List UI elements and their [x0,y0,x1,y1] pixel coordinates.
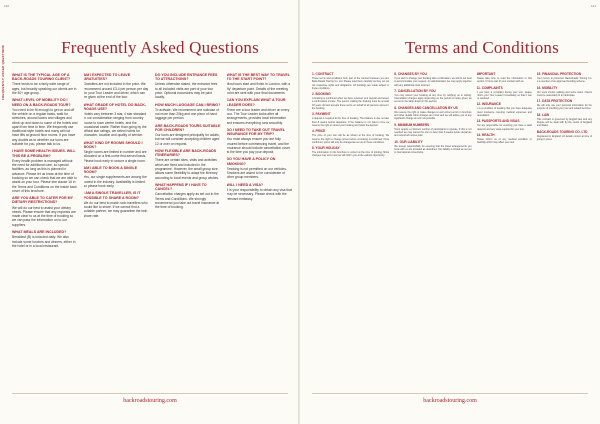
faq-question: WHAT KIND OF ROOMS SHOULD I BOOK? [83,140,143,149]
terms-heading: 3. PAYMENT [312,112,331,117]
faq-answer: To activate, We recommend one suitcase of not more than 20kg and one piece of hand luggage per person. [155,107,219,121]
terms-heading: BACK-ROADS TOURING CO. LTD [536,129,588,134]
faq-question: WHAT MEALS ARE INCLUDED? [12,230,67,235]
faq-answer: There are certain sites, visits and activities which are fixed and included in the programme. However, the small group size allows some flexibility to adapt the itinerary according to local events and group wishes. [155,158,219,180]
terms-heading: 11. COMPLAINTS [476,85,503,90]
terms-heading: 7. CANCELLATION BY YOU [394,88,436,93]
terms-paragraph: You may cancel your booking at any time by notifying us in writing. Cancellation charges apply depending on the period of notice given, as set out in the table shown in this section. [394,93,472,104]
faq-answer: Yes, our single supplements are among the lowest in the industry. Availability is limited so please book early. [83,175,147,189]
side-tab: FREQUENTLY ASKED QUESTIONS [1,45,5,100]
terms-column [537,70,592,400]
faq-question: DO YOU INCLUDE ENTRANCE FEES TO ATTRACTIONS? [155,73,218,82]
terms-paragraph: This contract is governed by English law and any dispute will be dealt with by the courts of England and Wales. [536,117,592,128]
faq-question: AM I ABLE TO BOOK A SINGLE ROOM? [83,166,138,175]
faq-column [155,70,221,400]
faq-question: ARE YOU ABLE TO CATER FOR MY DIETARY RESTRICTIONS? [12,196,73,205]
terms-heading: 9. MINIMUM NUMBERS [394,122,430,127]
title-rule [312,62,588,63]
faq-answer: There tends to be a fairly wide range of ages, but broadly speaking our clients are in the 50+ age group. [12,82,77,95]
footer-rule [312,393,588,394]
faq-answer: Hotels vary between 3 star, 4 star standard in our consideration ranging from country house to town centre hotels, and the occasional castle. Rather than going by the official star ratings, we select hotels for character, location and quality of service. [83,112,147,138]
right-footer[interactable]: backroadstouring.com [423,398,477,404]
terms-heading: 18. LAW [536,112,550,117]
terms-heading: 10. OUR LIABILITY [394,139,423,144]
faq-answer: Gratuities are not included in the price. We recommend around £3-4 per person per day for your Tour Leader and driver, which can be given at the end of the tour. [83,82,149,100]
terms-heading: 2. BOOKING [312,92,331,97]
terms-paragraph: A deposit is required at the time of booking. The balance is due no later than 8 weeks before departure. If the balance is not paid in time we reserve the right to cancel your booking and retain the deposit. [312,117,390,127]
terms-paragraph: If you wish to change your booking after confirmation, we will do our best to accommodate your request. An administration fee may apply together with any additional costs incurred. [394,77,472,87]
terms-heading: IMPORTANT [476,72,496,76]
right-page-number: 121 [590,4,596,8]
faq-answer: Our tours are designed principally for adults, but we will consider accepting children aged 12 or over on request. [155,133,220,146]
terms-columns [312,70,592,400]
terms-title: Terms and Conditions [405,38,559,57]
faq-question: HOW FLEXIBLE ARE BACK-ROADS ITINERARIES? [155,148,217,158]
terms-heading: 12. INSURANCE [476,102,501,107]
terms-paragraph: Your money is protected. Back-Roads Touring Co. is a member of an approved bonding scheme. [536,77,592,84]
left-page-number: 120 [4,4,10,8]
terms-heading: 15. FINANCIAL PROTECTION [536,72,581,76]
terms-heading: 14. HEALTH [476,132,495,137]
terms-paragraph: Please inform us of any medical condition or disability which may affect your tour. [476,137,532,145]
faq-question: WHAT LEVEL OF MOBILITY DO I NEED ON A BACK-ROADS TOUR? [12,98,71,107]
footer-rule [12,393,288,394]
terms-paragraph: A booking is confirmed when we have received your deposit and issued a confirmation invoice. The person making the booking must be at least 18 years old and accepts these terms on behalf of all persons named in the booking. [312,97,390,111]
faq-question: ARE BACK-ROADS TOURS SUITABLE FOR CHILDREN? [155,123,221,132]
terms-column [394,70,471,400]
faq-answer: Cancellation charges apply as set out in the Terms and Conditions. We strongly recommend you take out travel insurance at the time of booking. [155,192,220,210]
terms-heading: 4. PRICE [312,129,326,134]
terms-column [312,70,389,400]
terms-paragraph: We will only use your personal information for the purpose of providing your tour and related services. [536,104,592,111]
faq-question: CAN YOU EXPLAIN WHAT A TOUR LEADER DOES? [226,98,286,107]
terms-heading: 17. DATA PROTECTION [536,99,573,104]
terms-paragraph: We accept responsibility for ensuring that the travel arrangements you book with us are provided as described. Our liability is limited as set out in international conventions. [394,144,472,155]
faq-column [227,70,293,400]
faq-answer: You must always ensure you are fully insured before commencing travel, and the insurance should include cancellation cover at the time you pay your deposit. [226,137,291,155]
faq-question: WILL I NEED A VISA? [226,182,264,187]
faq-answer: Every health problem is managed without the need for additional care, so special facilities, as long as this is planned in advance. Please let us know at the time of booking so we can check that we are able to assist on your tour. Please see clause 16 in the Terms and Conditions on the inside back cover of this brochure. [12,158,77,193]
faq-title: Frequently Asked Questions [61,38,259,57]
faq-answer: Single rooms are limited in number and are allocated on a first-come first-served basis. Please book early to secure a single room. [83,150,147,163]
faq-question: WHAT IS THE BEST WAY TO TRAVEL TO THE START POINT? [226,73,290,82]
terms-paragraph: Our tours involve walking and some stairs. Clients must be reasonably fit to participate. [536,90,592,97]
faq-column [84,70,150,400]
terms-paragraph: It is a condition of booking that you have adequate travel insurance covering medical expenses and cancellation. [476,107,532,118]
terms-paragraph: If you have a complaint during your tour, please inform your Tour Leader immediately so that it can be resolved. [476,90,532,101]
title-rule [12,62,288,63]
terms-heading: 1. CONTRACT [312,72,334,76]
faq-question: AM I EXPECTED TO LEAVE GRATUITIES? [83,73,131,82]
terms-paragraph: These terms and conditions form part of the contract between you and Back-Roads Touring Co. Ltd. Please read them carefully as they set out our respective rights and obligations. All bookings are made subject to these conditions. [312,77,390,90]
terms-paragraph: The price of your tour will be as shown at the time of booking. We reserve the right to change prices before a booking is confirmed. Once confirmed, prices will only be changed as set out in these conditions. [312,134,390,144]
terms-heading: 6. CHANGES BY YOU [394,72,427,76]
faq-answer: Unless otherwise stated, the entrance fees to all included visits are part of your tour price. Optional excursions may be paid locally. [155,82,218,100]
terms-paragraph: We reserve the right to make changes to and correct errors in brochure and other details. Most changes are minor and we will advise you of any significant change as soon as possible. [394,110,472,121]
faq-question: DO I NEED TO TAKE OUT TRAVEL INSURANCE FOR MY TRIP? [226,127,285,137]
terms-paragraph: You are responsible for ensuring you have a valid passport and any visas required for your tour. [476,124,532,131]
left-footer[interactable]: backroadstouring.com [123,398,177,404]
faq-answer: Breakfast (B) is included daily. We also include some lunches and dinners, either in the hotel or in a local restaurant. [12,235,76,248]
right-page [300,0,600,424]
faq-question: DO YOU HAVE A POLICY ON SMOKING? [226,157,276,166]
faq-answer: We will do our best to assist your dietary needs. Please ensure that any requests are made clear to us at the time of booking so we can pass the information on to our suppliers. [12,205,76,227]
faq-question: I AM A SINGLE TRAVELLER, IS IT POSSIBLE TO SHARE A ROOM? [83,191,141,200]
terms-paragraph: Tours require a minimum number of participants to operate. If this is not reached we may cancel the tour no later than 8 weeks before departure and refund all monies paid. [394,127,472,138]
faq-question: HOW MUCH LUGGAGE CAN I BRING? [155,102,221,107]
faq-answer: You need to be fit enough to get on and off the vehicle on a regular basis, walk for stretches, around towns and villages and climb up and down to some of the hotels and apart from time to time. We frequently use traditional style hotels and many will not have lifts at ground floor rooms. If you have any doubts as to whether our tours are suitable for you, please talk to us. [12,107,78,147]
faq-answer: Most tours start and finish in London, with a 'fly' departure point. Details of the meeting point are sent with your final documents. [226,82,291,95]
terms-column [477,70,532,400]
terms-heading: 16. MOBILITY [536,85,558,90]
faq-answer: Smoking is not permitted on our vehicles. Smokers are asked to be considerate of other group members. [226,166,287,180]
terms-heading: 5. YOUR HOLIDAY [312,146,340,151]
faq-question: WHAT GRADE OF HOTEL DO BACK-ROADS USE? [83,102,147,111]
terms-paragraph: Please take time to read the information in this section. It forms part of your contract with us. [476,77,532,84]
faq-answer: There are a tour leader and driver on every tour. The Tour Leader looks after all arrangements, provides local information and ensures everything runs smoothly. [226,107,290,125]
terms-paragraph: The information in this brochure is correct at the time of printing. Minor changes may occur and we will inform you at the earliest opportunity. [312,151,390,158]
faq-columns [12,70,292,400]
faq-question: I HAVE SOME HEALTH ISSUES. WILL THIS BE A PROBLEM? [12,149,76,158]
faq-question: WHAT HAPPENS IF I HAVE TO CANCEL? [155,182,207,192]
terms-heading: 13. PASSPORTS AND VISAS [476,119,520,124]
faq-column [12,70,78,400]
faq-question: WHAT IS THE TYPICAL AGE OF A BACK-ROADS TOURING CLIENT? [12,73,71,82]
faq-answer: It is your responsibility to obtain any visa that may be necessary. Please check with the relevant embassy. [226,187,292,201]
terms-paragraph: Registered in England. All details correct at time of going to press. [536,134,592,141]
faq-answer: We do our best to match solo travellers who would like to share. If we cannot find a suitable partner, we may guarantee the twin share rate. [83,200,148,218]
terms-heading: 8. CHANGES AND CANCELLATION BY US [394,105,458,110]
